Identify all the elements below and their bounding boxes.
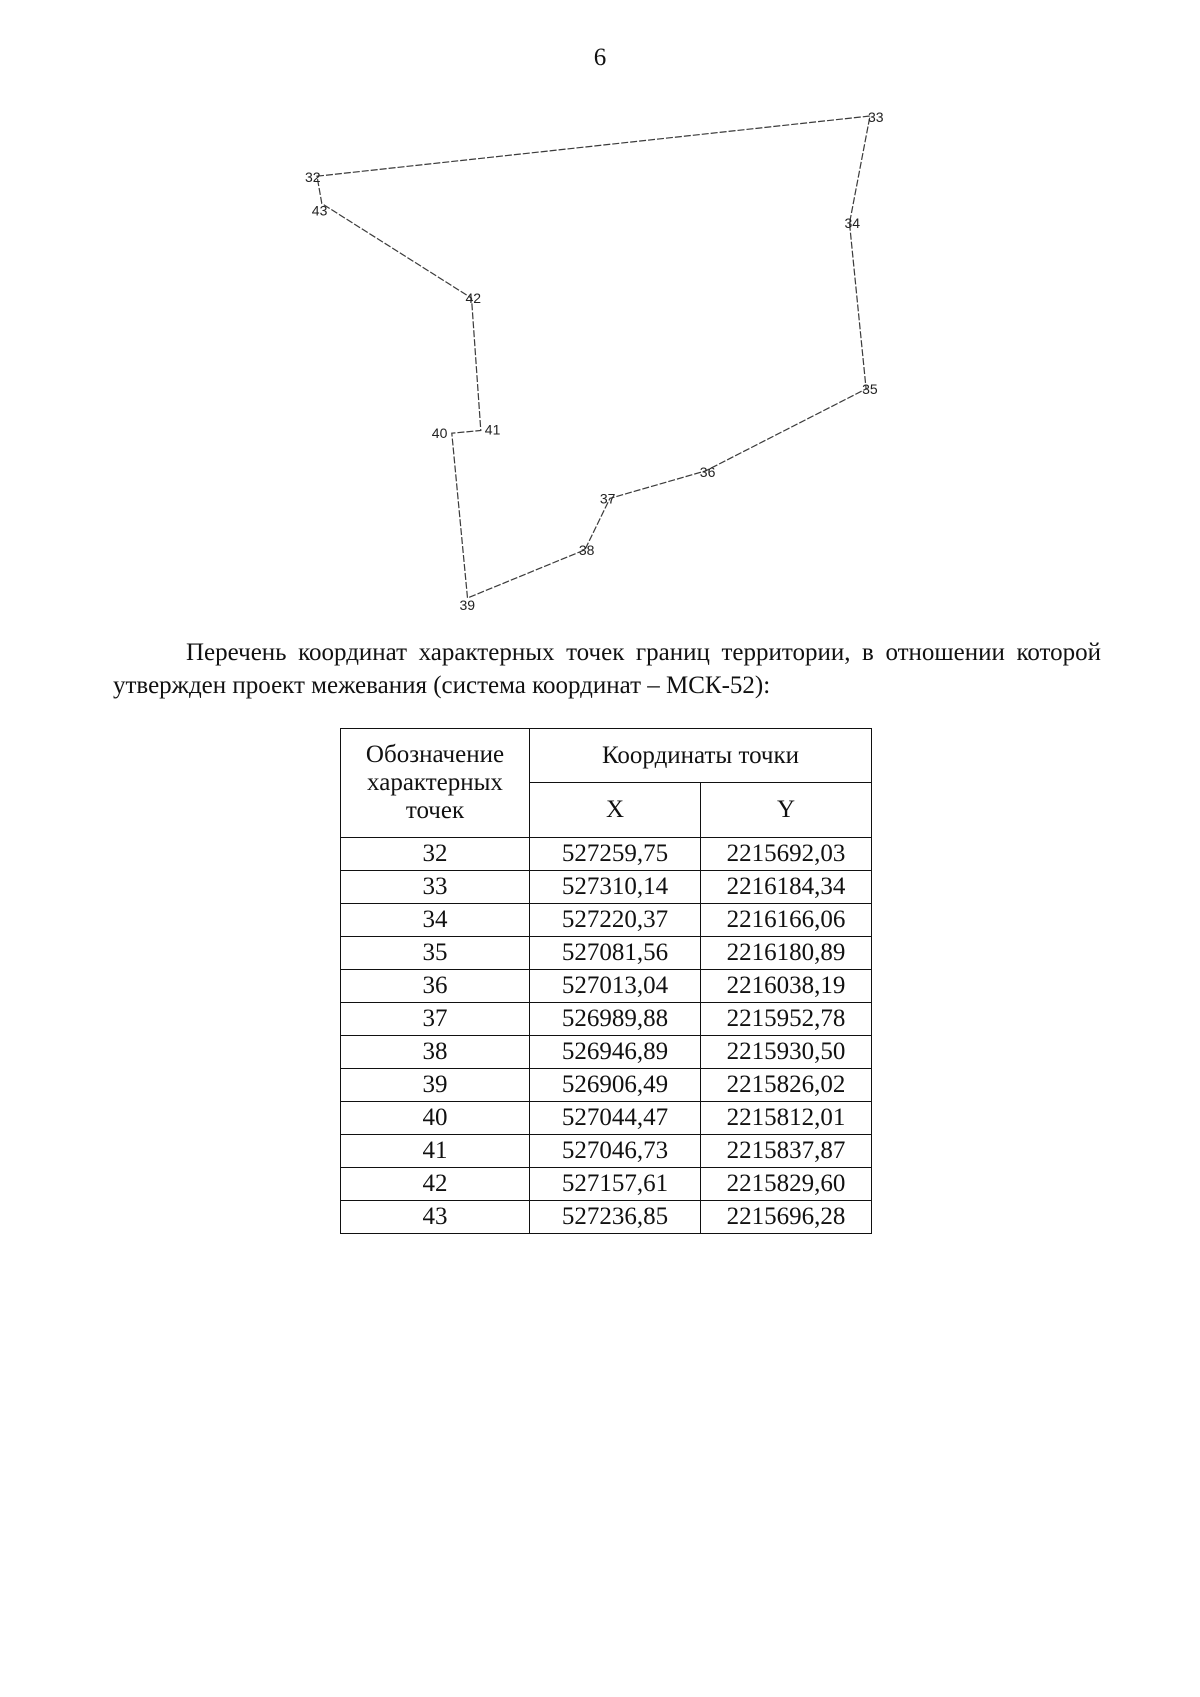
cell-x: 527013,04 [530, 970, 701, 1003]
cell-point: 41 [341, 1135, 530, 1168]
cell-y: 2216166,06 [701, 904, 872, 937]
point-label: 36 [699, 463, 716, 480]
point-label: 39 [459, 597, 476, 613]
cell-point: 34 [341, 904, 530, 937]
cell-x: 526989,88 [530, 1003, 701, 1036]
header-point-coordinates: Координаты точки [530, 729, 872, 783]
cell-point: 32 [341, 838, 530, 871]
cell-x: 526906,49 [530, 1069, 701, 1102]
point-label: 42 [465, 290, 482, 307]
cell-y: 2216038,19 [701, 970, 872, 1003]
cell-y: 2215696,28 [701, 1201, 872, 1234]
cell-x: 527046,73 [530, 1135, 701, 1168]
table-row [341, 871, 872, 904]
cell-x: 526946,89 [530, 1036, 701, 1069]
cell-y: 2215826,02 [701, 1069, 872, 1102]
point-label: 41 [484, 421, 501, 438]
header-point-designation: Обозначение характерных точек [341, 729, 530, 838]
table-row [341, 1036, 872, 1069]
table-row [341, 1003, 872, 1036]
cell-point: 36 [341, 970, 530, 1003]
cell-x: 527081,56 [530, 937, 701, 970]
cell-x: 527044,47 [530, 1102, 701, 1135]
cell-x: 527310,14 [530, 871, 701, 904]
cell-y: 2216184,34 [701, 871, 872, 904]
cell-x: 527220,37 [530, 904, 701, 937]
boundary-line [317, 116, 870, 598]
cell-y: 2215837,87 [701, 1135, 872, 1168]
table-row [341, 838, 872, 871]
page-number: 6 [593, 44, 607, 71]
point-label: 33 [868, 109, 884, 125]
cell-point: 42 [341, 1168, 530, 1201]
table-row [341, 1168, 872, 1201]
point-label: 34 [844, 215, 861, 232]
table-row [341, 1102, 872, 1135]
point-label: 38 [578, 541, 595, 558]
cell-y: 2215829,60 [701, 1168, 872, 1201]
cell-y: 2215692,03 [701, 838, 872, 871]
cell-x: 527236,85 [530, 1201, 701, 1234]
cell-x: 527259,75 [530, 838, 701, 871]
point-label: 40 [431, 425, 448, 442]
table-row [341, 1135, 872, 1168]
cell-y: 2215812,01 [701, 1102, 872, 1135]
point-label: 43 [311, 202, 328, 219]
point-labels [305, 109, 884, 613]
cell-y: 2215930,50 [701, 1036, 872, 1069]
coordinates-table [340, 728, 872, 1234]
cell-x: 527157,61 [530, 1168, 701, 1201]
cell-point: 35 [341, 937, 530, 970]
coordinates-caption: Перечень координат характерных точек границ территории, в отношении которой утвержден проект межевания (система координат – МСК-52): [113, 639, 1101, 699]
point-label: 35 [862, 380, 878, 397]
cell-point: 40 [341, 1102, 530, 1135]
header-x: X [530, 783, 701, 838]
table-row [341, 1201, 872, 1234]
point-label: 37 [599, 490, 616, 507]
cell-point: 38 [341, 1036, 530, 1069]
cell-point: 43 [341, 1201, 530, 1234]
boundary-plan [0, 0, 1200, 640]
table-row [341, 1069, 872, 1102]
cell-y: 2215952,78 [701, 1003, 872, 1036]
table-row [341, 970, 872, 1003]
point-label: 32 [305, 169, 321, 186]
header-y: Y [701, 783, 872, 838]
table-row [341, 904, 872, 937]
cell-point: 37 [341, 1003, 530, 1036]
table-row [341, 937, 872, 970]
cell-point: 33 [341, 871, 530, 904]
coordinates-table-body [341, 838, 872, 1234]
cell-point: 39 [341, 1069, 530, 1102]
cell-y: 2216180,89 [701, 937, 872, 970]
